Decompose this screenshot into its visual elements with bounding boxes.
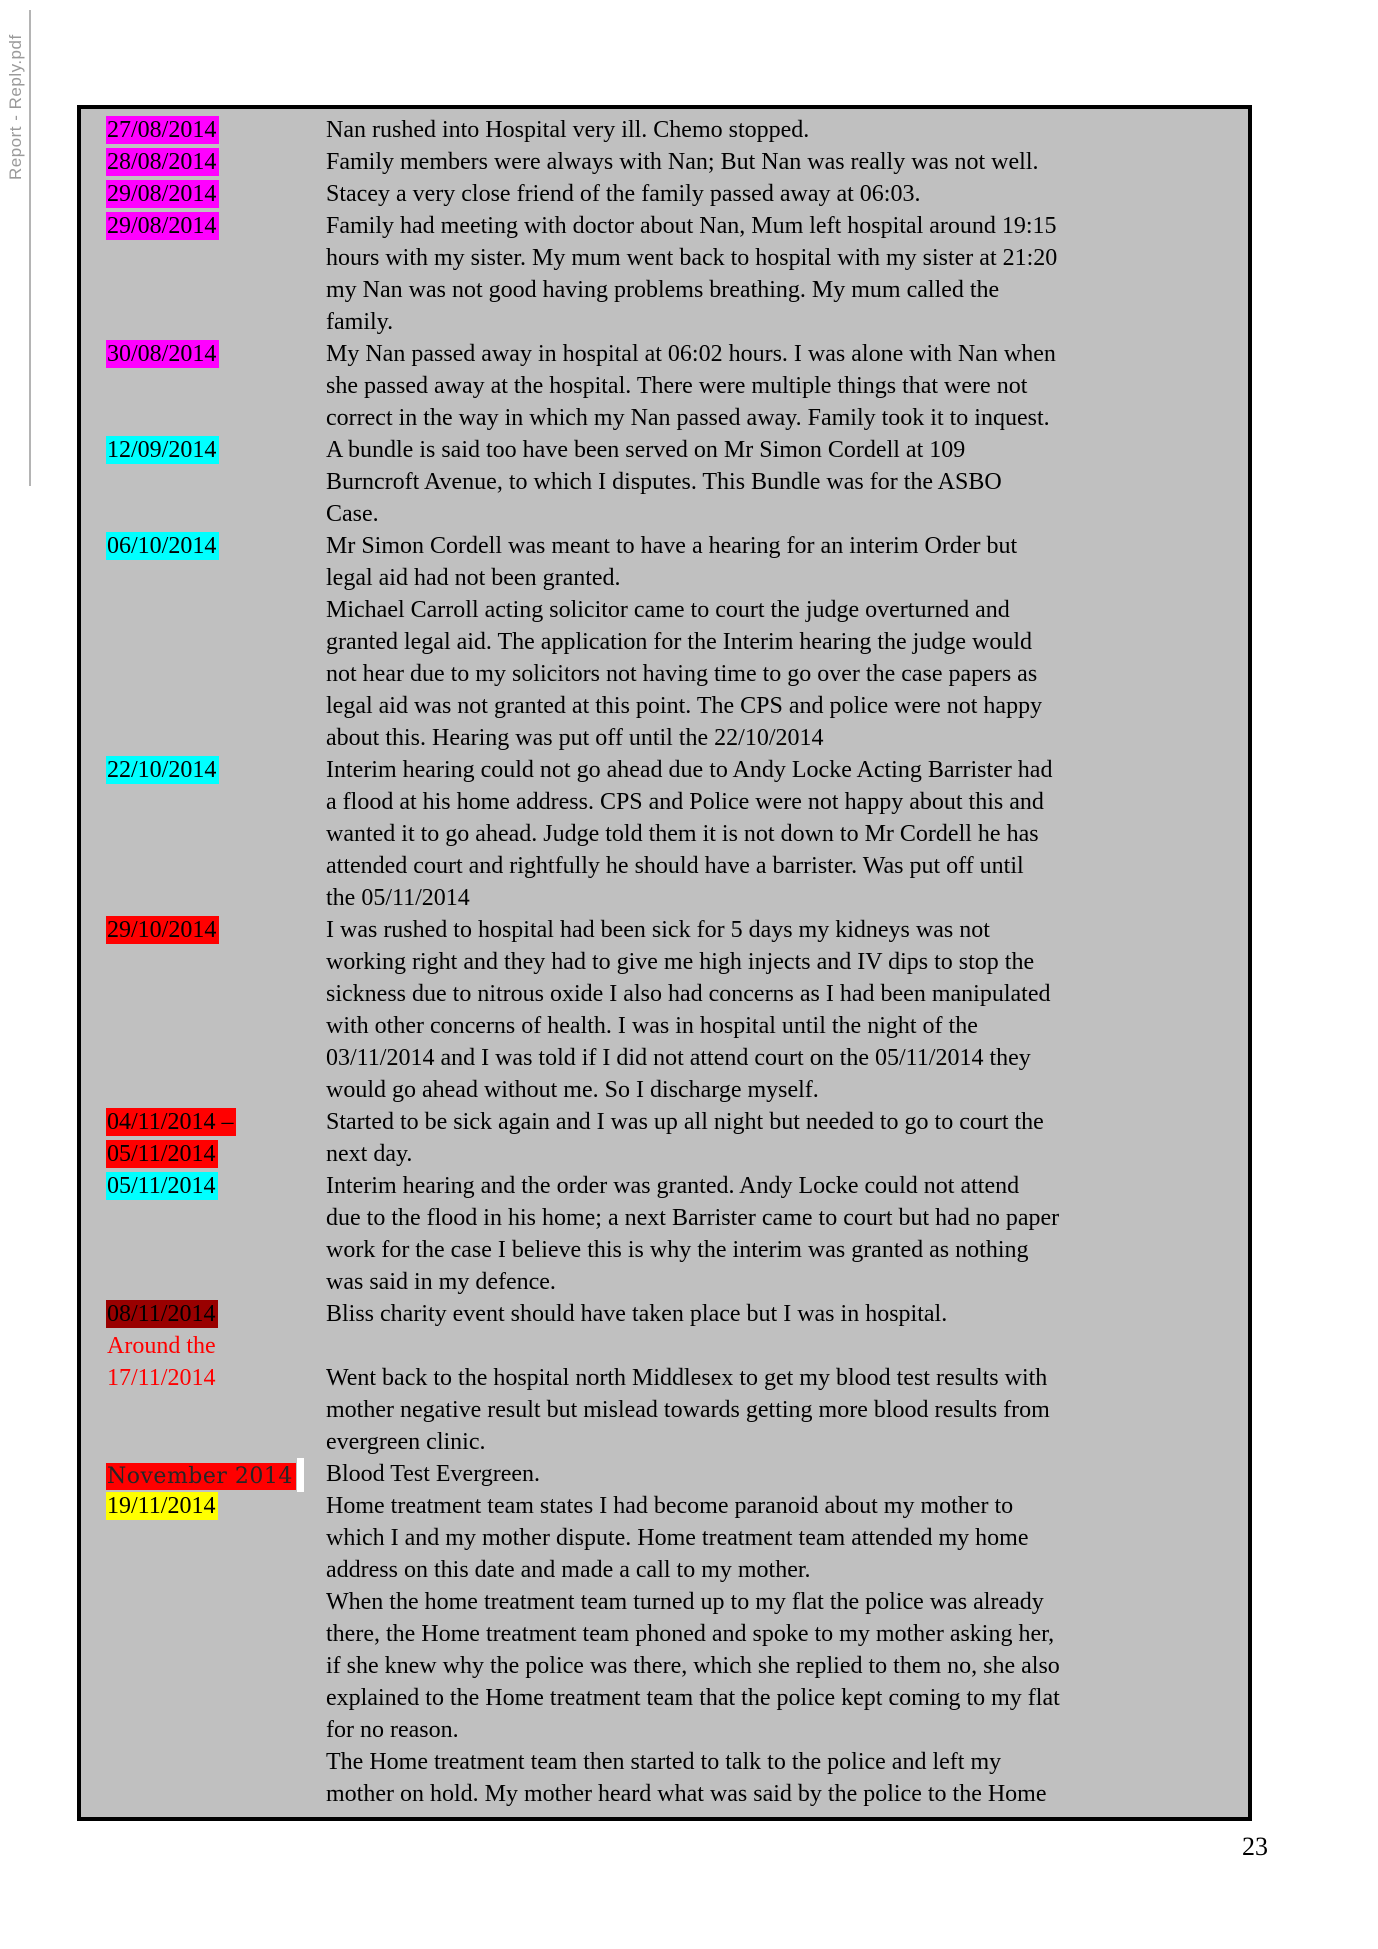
event-text-line: my Nan was not good having problems breathing. My mum called the	[326, 277, 1000, 303]
table-row	[81, 146, 1248, 178]
date-cell	[81, 114, 326, 146]
date-text: 12/09/2014	[106, 436, 219, 464]
date-cell	[81, 754, 326, 914]
date-text: 06/10/2014	[106, 532, 219, 560]
event-text-line: not hear due to my solicitors not having time to go over the case papers as	[326, 661, 1038, 687]
event-text-line: I was rushed to hospital had been sick for 5 days my kidneys was not	[326, 917, 990, 943]
date-cell	[81, 530, 326, 754]
event-text-line: was said in my defence.	[326, 1269, 556, 1295]
date-cell	[81, 914, 326, 1106]
date-cell	[81, 338, 326, 434]
date-cell	[81, 1170, 326, 1298]
date-text: November 2014	[106, 1463, 296, 1490]
event-cell	[326, 114, 1248, 146]
event-text-line: mother on hold. My mother heard what was said by the police to the Home	[326, 1781, 1047, 1807]
event-text-line	[326, 1330, 1248, 1362]
event-cell	[326, 1458, 1248, 1490]
date-cell	[81, 1490, 326, 1810]
event-text-line: Bliss charity event should have taken place but I was in hospital.	[326, 1301, 948, 1327]
text-cursor	[297, 1458, 304, 1492]
table-row	[81, 1170, 1248, 1298]
date-cell	[81, 1458, 326, 1490]
table-row	[81, 338, 1248, 434]
event-cell	[326, 178, 1248, 210]
table-row	[81, 1490, 1248, 1810]
event-text-line: Family had meeting with doctor about Nan, Mum left hospital around 19:15	[326, 213, 1057, 239]
event-text-line: 03/11/2014 and I was told if I did not attend court on the 05/11/2014 they	[326, 1045, 1031, 1071]
event-text-line: Michael Carroll acting solicitor came to court the judge overturned and	[326, 597, 1010, 623]
date-text: Around the	[107, 1333, 216, 1359]
event-text-line: she passed away at the hospital. There were multiple things that were not	[326, 373, 1028, 399]
table-row	[81, 914, 1248, 1106]
event-cell	[326, 1106, 1248, 1170]
pdf-filename-vertical: Report - Reply.pdf	[6, 34, 25, 180]
event-cell	[326, 754, 1248, 914]
date-cell	[81, 210, 326, 338]
event-text-line: A bundle is said too have been served on Mr Simon Cordell at 109	[326, 437, 966, 463]
timeline-table	[81, 114, 1248, 1810]
event-text-line: for no reason.	[326, 1717, 459, 1743]
event-cell	[326, 1330, 1248, 1458]
table-row	[81, 1298, 1248, 1330]
event-cell	[326, 338, 1248, 434]
date-text: 29/08/2014	[106, 212, 219, 240]
table-row	[81, 530, 1248, 754]
event-text-line: if she knew why the police was there, which she replied to them no, she also	[326, 1653, 1060, 1679]
event-text-line: explained to the Home treatment team that the police kept coming to my flat	[326, 1685, 1060, 1711]
date-cell	[81, 146, 326, 178]
date-cell	[81, 1106, 326, 1170]
event-text-line: The Home treatment team then started to talk to the police and left my	[326, 1749, 1002, 1775]
event-text-line: working right and they had to give me high injects and IV dips to stop the	[326, 949, 1035, 975]
date-text: 28/08/2014	[106, 148, 219, 176]
event-cell	[326, 1490, 1248, 1810]
event-text-line: which I and my mother dispute. Home treatment team attended my home	[326, 1525, 1029, 1551]
date-text: 05/11/2014	[106, 1172, 218, 1200]
event-text-line: Mr Simon Cordell was meant to have a hearing for an interim Order but	[326, 533, 1018, 559]
document-page	[77, 105, 1252, 1821]
event-text-line: sickness due to nitrous oxide I also had concerns as I had been manipulated	[326, 981, 1051, 1007]
date-text: 08/11/2014	[106, 1300, 218, 1328]
event-text-line: about this. Hearing was put off until the 22/10/2014	[326, 725, 824, 751]
sidebar-divider-line	[29, 10, 31, 486]
event-text-line: there, the Home treatment team phoned and spoke to my mother asking her,	[326, 1621, 1055, 1647]
event-text-line: Home treatment team states I had become paranoid about my mother to	[326, 1493, 1014, 1519]
event-text-line: next day.	[326, 1141, 413, 1167]
event-text-line: Interim hearing and the order was granted. Andy Locke could not attend	[326, 1173, 1020, 1199]
table-row	[81, 1106, 1248, 1170]
table-row	[81, 210, 1248, 338]
table-row	[81, 178, 1248, 210]
event-cell	[326, 434, 1248, 530]
event-text-line: due to the flood in his home; a next Barrister came to court but had no paper	[326, 1205, 1060, 1231]
event-text-line: wanted it to go ahead. Judge told them it is not down to Mr Cordell he has	[326, 821, 1039, 847]
event-text-line: Blood Test Evergreen.	[326, 1461, 541, 1487]
event-text-line: Nan rushed into Hospital very ill. Chemo stopped.	[326, 117, 810, 143]
event-text-line: When the home treatment team turned up to my flat the police was already	[326, 1589, 1044, 1615]
event-cell	[326, 530, 1248, 754]
event-text-line: Started to be sick again and I was up all night but needed to go to court the	[326, 1109, 1044, 1135]
date-text: 29/08/2014	[106, 180, 219, 208]
event-text-line: the 05/11/2014	[326, 885, 470, 911]
date-text: 27/08/2014	[106, 116, 219, 144]
table-row	[81, 1458, 1248, 1490]
date-text: 17/11/2014	[107, 1365, 216, 1391]
date-cell	[81, 1330, 326, 1458]
date-text: 22/10/2014	[106, 756, 219, 784]
event-text-line: Went back to the hospital north Middlesex to get my blood test results with	[326, 1365, 1048, 1391]
event-text-line: Case.	[326, 501, 379, 527]
date-text: 05/11/2014	[106, 1140, 218, 1168]
event-text-line: a flood at his home address. CPS and Police were not happy about this and	[326, 789, 1044, 815]
table-row	[81, 754, 1248, 914]
event-text-line: address on this date and made a call to my mother.	[326, 1557, 811, 1583]
page-number: 23	[1242, 1832, 1268, 1861]
event-text-line: with other concerns of health. I was in hospital until the night of the	[326, 1013, 978, 1039]
event-cell	[326, 210, 1248, 338]
event-text-line: Interim hearing could not go ahead due to Andy Locke Acting Barrister had	[326, 757, 1053, 783]
event-text-line: My Nan passed away in hospital at 06:02 hours. I was alone with Nan when	[326, 341, 1056, 367]
date-cell	[81, 1298, 326, 1330]
event-text-line: hours with my sister. My mum went back to hospital with my sister at 21:20	[326, 245, 1058, 271]
date-text: 29/10/2014	[106, 916, 219, 944]
event-cell	[326, 1298, 1248, 1330]
event-text-line: legal aid had not been granted.	[326, 565, 621, 591]
date-text: 30/08/2014	[106, 340, 219, 368]
event-text-line: mother negative result but mislead towards getting more blood results from	[326, 1397, 1050, 1423]
event-text-line: correct in the way in which my Nan passed away. Family took it to inquest.	[326, 405, 1050, 431]
event-text-line: work for the case I believe this is why the interim was granted as nothing	[326, 1237, 1029, 1263]
date-cell	[81, 434, 326, 530]
event-cell	[326, 146, 1248, 178]
table-row	[81, 1330, 1248, 1458]
event-text-line: family.	[326, 309, 394, 335]
event-text-line: legal aid was not granted at this point. The CPS and police were not happy	[326, 693, 1043, 719]
event-cell	[326, 1170, 1248, 1298]
event-cell	[326, 914, 1248, 1106]
event-text-line: evergreen clinic.	[326, 1429, 486, 1455]
event-text-line: would go ahead without me. So I discharge myself.	[326, 1077, 819, 1103]
date-text: 19/11/2014	[106, 1492, 218, 1520]
table-row	[81, 114, 1248, 146]
event-text-line: attended court and rightfully he should have a barrister. Was put off until	[326, 853, 1024, 879]
event-text-line: Burncroft Avenue, to which I disputes. This Bundle was for the ASBO	[326, 469, 1002, 495]
date-cell	[81, 178, 326, 210]
event-text-line: granted legal aid. The application for the Interim hearing the judge would	[326, 629, 1032, 655]
date-text: 04/11/2014 –	[106, 1108, 236, 1136]
table-row	[81, 434, 1248, 530]
event-text-line: Stacey a very close friend of the family passed away at 06:03.	[326, 181, 921, 207]
event-text-line: Family members were always with Nan; But Nan was really was not well.	[326, 149, 1039, 175]
